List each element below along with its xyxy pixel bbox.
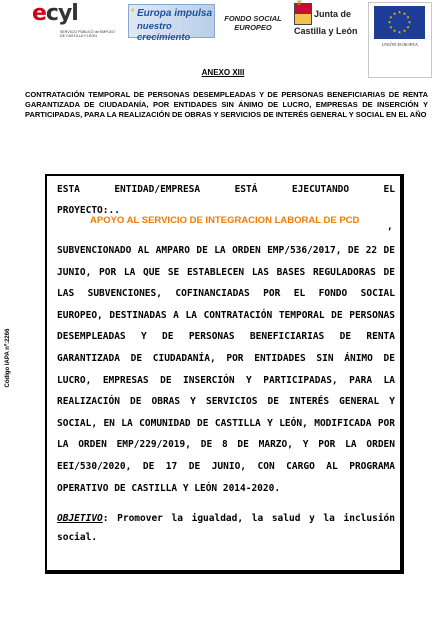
- svg-text:★: ★: [387, 19, 392, 25]
- project-box: [45, 174, 404, 574]
- svg-text:★: ★: [407, 19, 412, 25]
- project-paragraph: SUBVENCIONADO AL AMPARO DE LA ORDEN EMP/536/2017, DE 22 DE JUNIO, POR LA QUE SE ESTABLECEN LAS BASES REGULADORAS DE LAS SUBVENCIONES, COFINANCIADAS POR EL FONDO SOCIAL EUROPEO, DESTINADAS A LA CONTRATACIÓN TEMPORAL DE PERSONAS DESEMPLEADAS Y DE PERSONAS BENEFICIARIAS DE RENTA GARANTIZADA DE CIUDADANÍA, POR ENTIDADES SIN ÁNIMO DE LUCRO, EMPRESAS DE INSERCIÓN Y PARTICIPADAS, PARA LA REALIZACIÓN DE OBRAS Y SERVICIOS DE INTERÉS GENERAL Y SOCIAL, EN LA COMUNIDAD DE CASTILLA Y LEÓN, MODIFICADA POR LA ORDEN EMP/229/2019, DE 8 DE MARZO, Y POR LA ORDEN EEI/530/2020, DE 17 DE JUNIO, CON CARGO AL PROGRAMA OPERATIVO DE CASTILLA Y LEÓN 2014-2020.: [57, 245, 395, 494]
- svg-text:★: ★: [392, 28, 397, 34]
- europa-impulsa-logo: [128, 4, 215, 43]
- fondo-social-europeo-logo: [218, 14, 288, 32]
- objetivo-text: : Promover la igualdad, la salud y la inclusión social.: [57, 513, 395, 543]
- annex-title: [0, 68, 446, 77]
- eu-flag-icon: [374, 6, 425, 39]
- junta-castilla-leon-logo: [292, 2, 360, 40]
- side-code: Código IAPA nº:2266: [5, 328, 11, 388]
- box-line2: PROYECTO:..: [57, 205, 120, 216]
- svg-text:★: ★: [389, 14, 393, 20]
- annex-title-text: ANEXO XIII: [201, 68, 245, 77]
- objetivo-label: OBJETIVO: [57, 513, 103, 524]
- svg-text:★: ★: [397, 9, 402, 15]
- svg-text:★: ★: [402, 10, 407, 16]
- svg-text:★: ★: [392, 10, 397, 16]
- stars-icon: ★: [130, 8, 136, 14]
- crown-icon: ♛: [296, 0, 303, 7]
- svg-text:★: ★: [406, 24, 410, 30]
- svg-text:★: ★: [402, 28, 407, 34]
- junta-line2: Castilla y León: [294, 26, 358, 36]
- objetivo: [57, 510, 395, 547]
- fse-line1: FONDO SOCIAL: [224, 14, 282, 23]
- document-heading: CONTRATACIÓN TEMPORAL DE PERSONAS DESEMPLEADAS Y DE PERSONAS BENEFICIARIAS DE RENTA GARANTIZADA DE CIUDADANÍA, POR ENTIDADES SIN ÁNIMO DE LUCRO, EMPRESAS DE INSERCIÓN Y PARTICIPADAS, PARA LA REALIZACIÓN DE OBRAS Y SERVICIOS DE INTERÉS GENERAL Y SOCIAL EN EL AÑO: [25, 90, 428, 119]
- union-europea-caption: UNIÓN EUROPEA: [381, 42, 419, 47]
- ecyl-logo-e: e: [32, 1, 46, 26]
- europa-impulsa-line1: Europa impulsa: [137, 8, 213, 19]
- project-comma: ,: [387, 221, 393, 232]
- svg-text:★: ★: [389, 24, 393, 30]
- svg-text:★: ★: [406, 14, 410, 20]
- ecyl-logo: [30, 1, 118, 38]
- europa-impulsa-line2: nuestro crecimiento: [137, 21, 191, 43]
- junta-line1: Junta de: [314, 9, 352, 19]
- box-line1: ESTA ENTIDAD/EMPRESA ESTÁ EJECUTANDO EL: [57, 184, 395, 195]
- fse-line2: EUROPEO: [234, 23, 272, 32]
- union-europea-logo: [368, 2, 432, 78]
- ecyl-logo-word: cyl: [45, 1, 78, 26]
- project-name: APOYO AL SERVICIO DE INTEGRACION LABORAL DE PCD: [90, 215, 360, 226]
- ecyl-logo-subtitle: SERVICIO PÚBLICO de EMPLEO DE CASTILLA Y LEÓN: [60, 30, 115, 38]
- svg-text:★: ★: [397, 29, 402, 35]
